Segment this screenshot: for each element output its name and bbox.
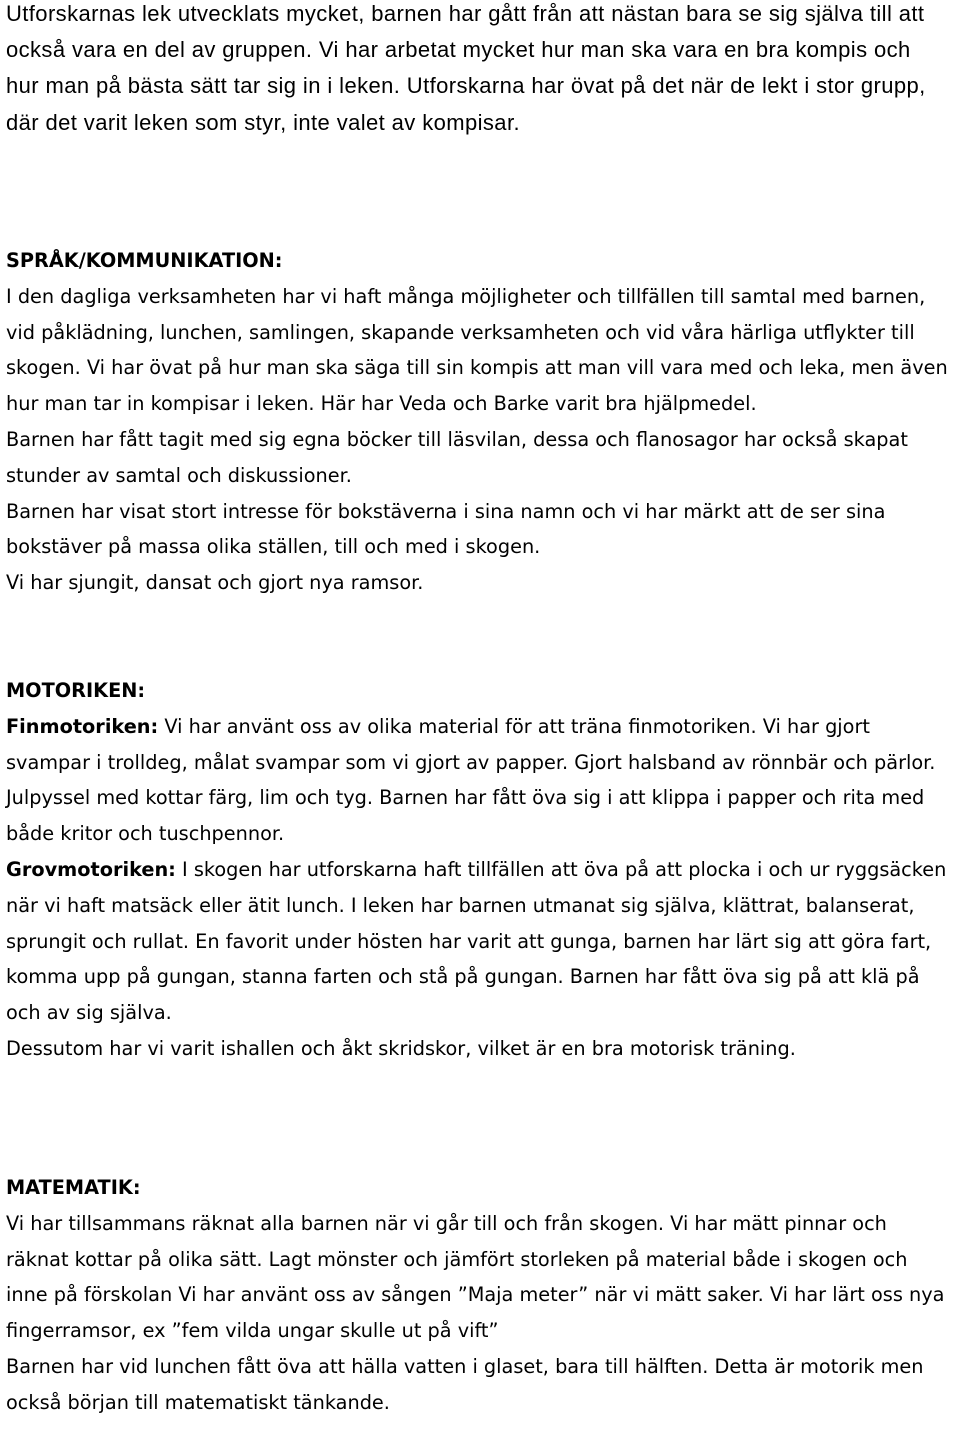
- grovmotorik-paragraph: [6, 852, 950, 1031]
- finmotorik-label: Finmotoriken:: [6, 714, 159, 738]
- section-title-matematik: MATEMATIK:: [6, 1176, 141, 1199]
- sprak-paragraph-2: Barnen har fått tagit med sig egna böcker till läsvilan, dessa och flanosagor har också skapat stunder av samtal och diskussioner.: [6, 427, 908, 487]
- sprak-paragraph-4: Vi har sjungit, dansat och gjort nya ramsor.: [6, 571, 424, 595]
- sprak-paragraph-1: I den dagliga verksamheten har vi haft många möjligheter och tillfällen till samtal med barnen, vid påklädning, lunchen, samlingen, skapande verksamheten och vid våra härliga utflykter till skogen. Vi har övat på hur man ska säga till sin kompis att man vill vara med och leka, men även hur man tar in kompisar i leken. Här har Veda och Barke varit bra hjälpmedel.: [6, 284, 948, 416]
- grovmotorik-label: Grovmotoriken:: [6, 857, 176, 881]
- section-sprak-kommunikation: [6, 243, 950, 601]
- intro-paragraph: Utforskarnas lek utvecklats mycket, barnen har gått från att nästan bara se sig själva till att också vara en del av gruppen. Vi har arbetat mycket hur man ska vara en bra kompis och hur man på bästa sätt tar sig in i leken. Utforskarna har övat på det när de lekt i stor grupp, där det varit leken som styr, inte valet av kompisar.: [6, 1, 926, 135]
- motorik-extra-paragraph: Dessutom har vi varit ishallen och åkt skridskor, vilket är en bra motorisk träning.: [6, 1036, 796, 1060]
- finmotorik-paragraph: [6, 709, 950, 852]
- finmotorik-text: Vi har använt oss av olika material för att träna finmotoriken. Vi har gjort svampar i trolldeg, målat svampar som vi gjort av papper. Gjort halsband av rönnbär och pärlor. Julpyssel med kottar färg, lim och tyg. Barnen har fått öva sig i att klippa i papper och rita med både kritor och tuschpennor.: [6, 714, 936, 846]
- sprak-paragraph-3: Barnen har visat stort intresse för bokstäverna i sina namn och vi har märkt att de ser sina bokstäver på massa olika ställen, till och med i skogen.: [6, 499, 886, 559]
- section-motoriken: [6, 673, 950, 1067]
- section-title-motoriken: MOTORIKEN:: [6, 679, 146, 702]
- section-matematik: [6, 1170, 950, 1421]
- matematik-paragraph-2: Barnen har vid lunchen fått öva att hälla vatten i glaset, bara till hälften. Detta är motorik men också början till matematiskt tänkande.: [6, 1354, 924, 1414]
- grovmotorik-text: I skogen har utforskarna haft tillfällen att öva på att plocka i och ur ryggsäcken när vi haft matsäck eller ätit lunch. I leken har barnen utmanat sig själva, klättrat, balanserat, sprungit och rullat. En favorit under hösten har varit att gunga, barnen har lärt sig att göra fart, komma upp på gungan, stanna farten och stå på gungan. Barnen har fått öva sig på att klä på och av sig själva.: [6, 857, 947, 1025]
- matematik-paragraph-1: Vi har tillsammans räknat alla barnen när vi går till och från skogen. Vi har mätt pinnar och räknat kottar på olika sätt. Lagt mönster och jämfört storleken på material både i skogen och inne på förskolan Vi har använt oss av sången ”Maja meter” när vi mätt saker. Vi har lärt oss nya fingerramsor, ex ”fem vilda ungar skulle ut på vift”: [6, 1211, 945, 1343]
- section-title-sprak: SPRÅK/KOMMUNIKATION:: [6, 249, 283, 272]
